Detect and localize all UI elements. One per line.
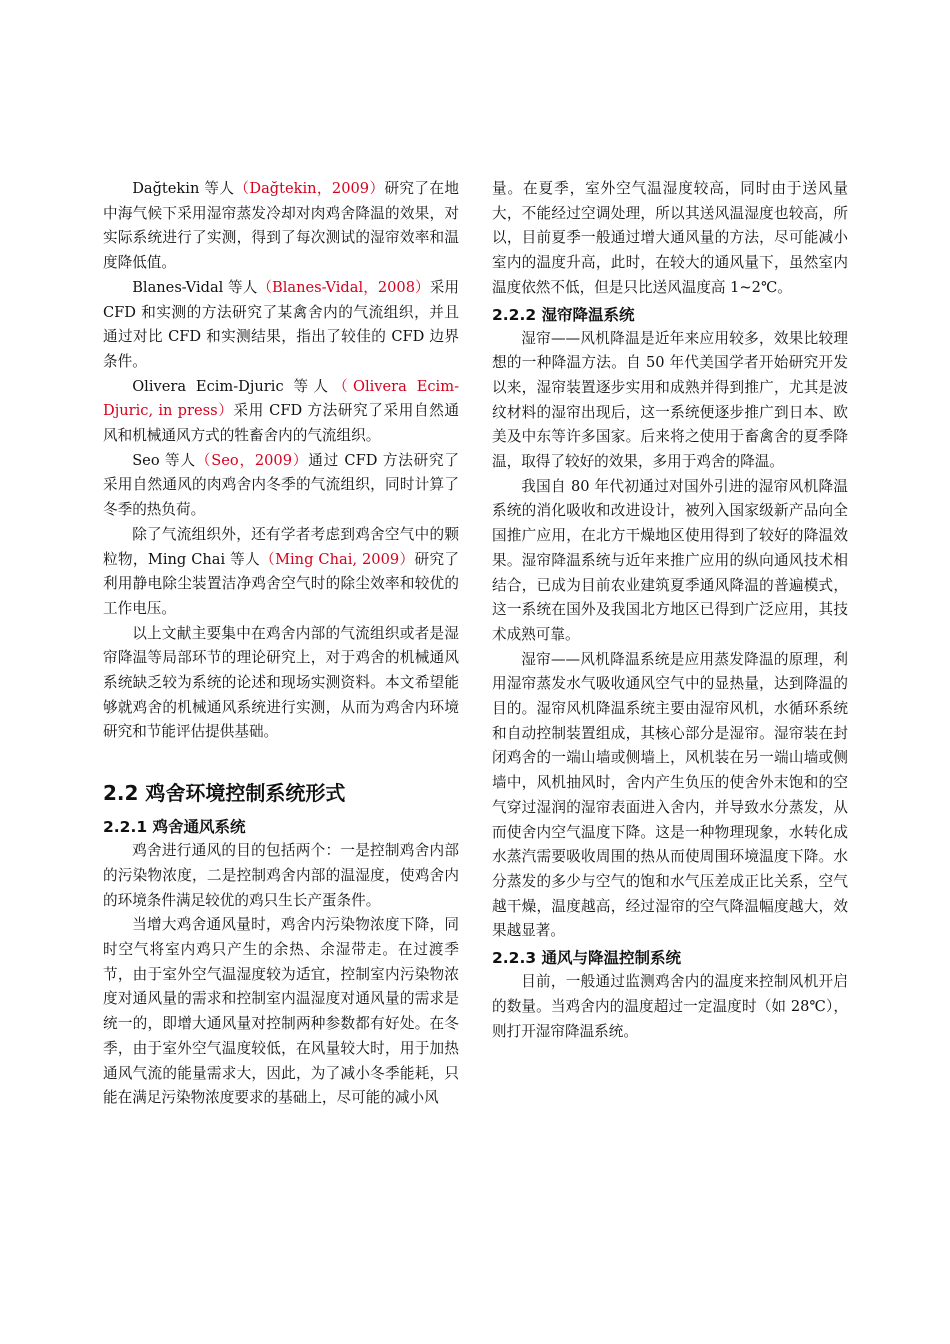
author-name: Dağtekin 等人 (132, 180, 235, 197)
paragraph-text: 通过 CFD 方法研究了采用自然通风的肉鸡舍内冬季的气流组织，同时计算了冬季的热负荷。 (103, 451, 460, 519)
subsection-heading-control: 2.2.3 通风与降温控制系统 (492, 949, 682, 968)
paragraph-wet-curtain-china: 我国自 80 年代初通过对国外引进的湿帘风机降温系统的消化吸收和改进设计，被列入国家级新产品向全国推广应用，在北方干燥地区使用得到了较好的降温效果。湿帘降温系统与近年来推广应用的纵向通风技术相结合，已成为目前农业建筑夏季通风降温的普遍模式，这一系统在国外及我国北方地区已得到广泛应用，其技术成熟可靠。 (492, 477, 848, 643)
paragraph-text: 研究了在地中海气候下采用湿帘蒸发冷却对肉鸡舍降温的效果，对实际系统进行了实测，得到了每次测试的湿帘效率和温度降低值。 (103, 180, 459, 272)
subsection-heading-wet-curtain: 2.2.2 湿帘降温系统 (492, 305, 635, 324)
citation-link[interactable]: （Seo，2009） (195, 451, 309, 469)
paragraph-ventilation-purpose: 鸡舍进行通风的目的包括两个：一是控制鸡舍内部的污染物浓度，二是控制鸡舍内部的温湿度，使鸡舍内的环境条件满足较优的鸡只生长产蛋条件。 (103, 842, 459, 909)
paragraph-dagtekin (103, 177, 459, 276)
paragraph-wet-curtain-history: 湿帘——风机降温是近年来应用较多，效果比较理想的一种降温方法。自 50 年代美国学者开始研究开发以来，湿帘装置逐步实用和成熟并得到推广，尤其是波纹材料的湿帘出现后，这一系统便逐步推广到日本、欧美及中东等许多国家。后来将之使用于畜禽舍的夏季降温，取得了较好的效果，多用于鸡舍的降温。 (492, 329, 848, 471)
citation-link[interactable]: （Blanes-Vidal，2008） (257, 278, 430, 296)
paragraph-control: 目前，一般通过监测鸡舍内的温度来控制风机开启的数量。当鸡舍内的温度超过一定温度时（如 28℃），则打开湿帘降温系统。 (492, 973, 848, 1040)
paragraph-ventilation-volume: 当增大鸡舍通风量时，鸡舍内污染物浓度下降，同时空气将室内鸡只产生的余热、余湿带走。在过渡季节，由于室外空气温湿度较为适宜，控制室内污染物浓度对通风量的需求和控制室内温湿度对通风量的需求是统一的，即增大通风量对控制两种参数都有好处。在冬季，由于室外空气温度较低，在风量较大时，用于加热通风气流的能量需求大，因此，为了减小冬季能耗，只能在满足污染物浓度要求的基础上，尽可能的减小风 (103, 916, 459, 1107)
citation-link[interactable]: （Ming Chai, 2009） (260, 550, 415, 568)
right-column (492, 177, 848, 1044)
section-heading: 2.2 鸡舍环境控制系统形式 (103, 781, 346, 806)
paragraph-summary: 以上文献主要集中在鸡舍内部的气流组织或者是湿帘降温等局部环节的理论研究上，对于鸡舍的机械通风系统缺乏较为系统的论述和现场实测资料。本文希望能够就鸡舍的机械通风系统进行实测，从而为鸡舍内环境研究和节能评估提供基础。 (103, 624, 459, 741)
paragraph-olivera (103, 375, 459, 449)
paragraph-text: 采用 CFD 方法研究了采用自然通风和机械通风方式的牲畜舍内的气流组织。 (103, 402, 460, 445)
paragraph-blanes-vidal (103, 276, 459, 375)
paragraph-text: 采用 CFD 和实测的方法研究了某禽舍内的气流组织，并且通过对比 CFD 和实测结果，指出了较佳的 CFD 边界条件。 (103, 278, 459, 370)
author-name: Olivera Ecim-Djuric 等人 (132, 377, 334, 395)
citation-link[interactable]: （Olivera Ecim-Djuric, in press） (103, 377, 459, 420)
paragraph-seo (103, 449, 459, 523)
author-name: Seo 等人 (132, 451, 196, 469)
left-column (103, 177, 459, 1111)
citation-link[interactable]: （Dağtekin，2009） (234, 180, 385, 197)
author-name: Blanes-Vidal 等人 (132, 278, 258, 296)
paragraph-summer-continuation: 量。在夏季，室外空气温湿度较高，同时由于送风量大，不能经过空调处理，所以其送风温湿度也较高，所以，目前夏季一般通过增大通风量的方法，尽可能减小室内的温度升高，此时，在较大的通风量下，虽然室内温度依然不低，但是只比送风温度高 1~2℃。 (492, 180, 848, 296)
subsection-heading-ventilation: 2.2.1 鸡舍通风系统 (103, 818, 246, 837)
paragraph-text: 研究了利用静电除尘装置洁净鸡舍空气时的除尘效率和较优的工作电压。 (103, 550, 459, 617)
paragraph-wet-curtain-principle: 湿帘——风机降温系统是应用蒸发降温的原理，利用湿帘蒸发水气吸收通风空气中的显热量，达到降温的目的。湿帘风机降温系统主要由湿帘风机，水循环系统和自动控制装置组成，其核心部分是湿帘。湿帘装在封闭鸡舍的一端山墙或侧墙上，风机装在另一端山墙或侧墙中，风机抽风时，舍内产生负压的使舍外末饱和的空气穿过湿润的湿帘表面进入舍内，并导致水分蒸发，从而使舍内空气温度下降。这是一种物理现象，水转化成水蒸汽需要吸收周围的热从而使周围环境温度下降。水分蒸发的多少与空气的饱和水气压差成正比关系，空气越干燥，温度越高，经过湿帘的空气降温幅度越大，效果越显著。 (492, 650, 848, 940)
paragraph-ming-chai (103, 523, 459, 622)
paragraph-text: 除了气流组织外，还有学者考虑到鸡舍空气中的颗粒物，Ming Chai 等人 (103, 525, 459, 568)
